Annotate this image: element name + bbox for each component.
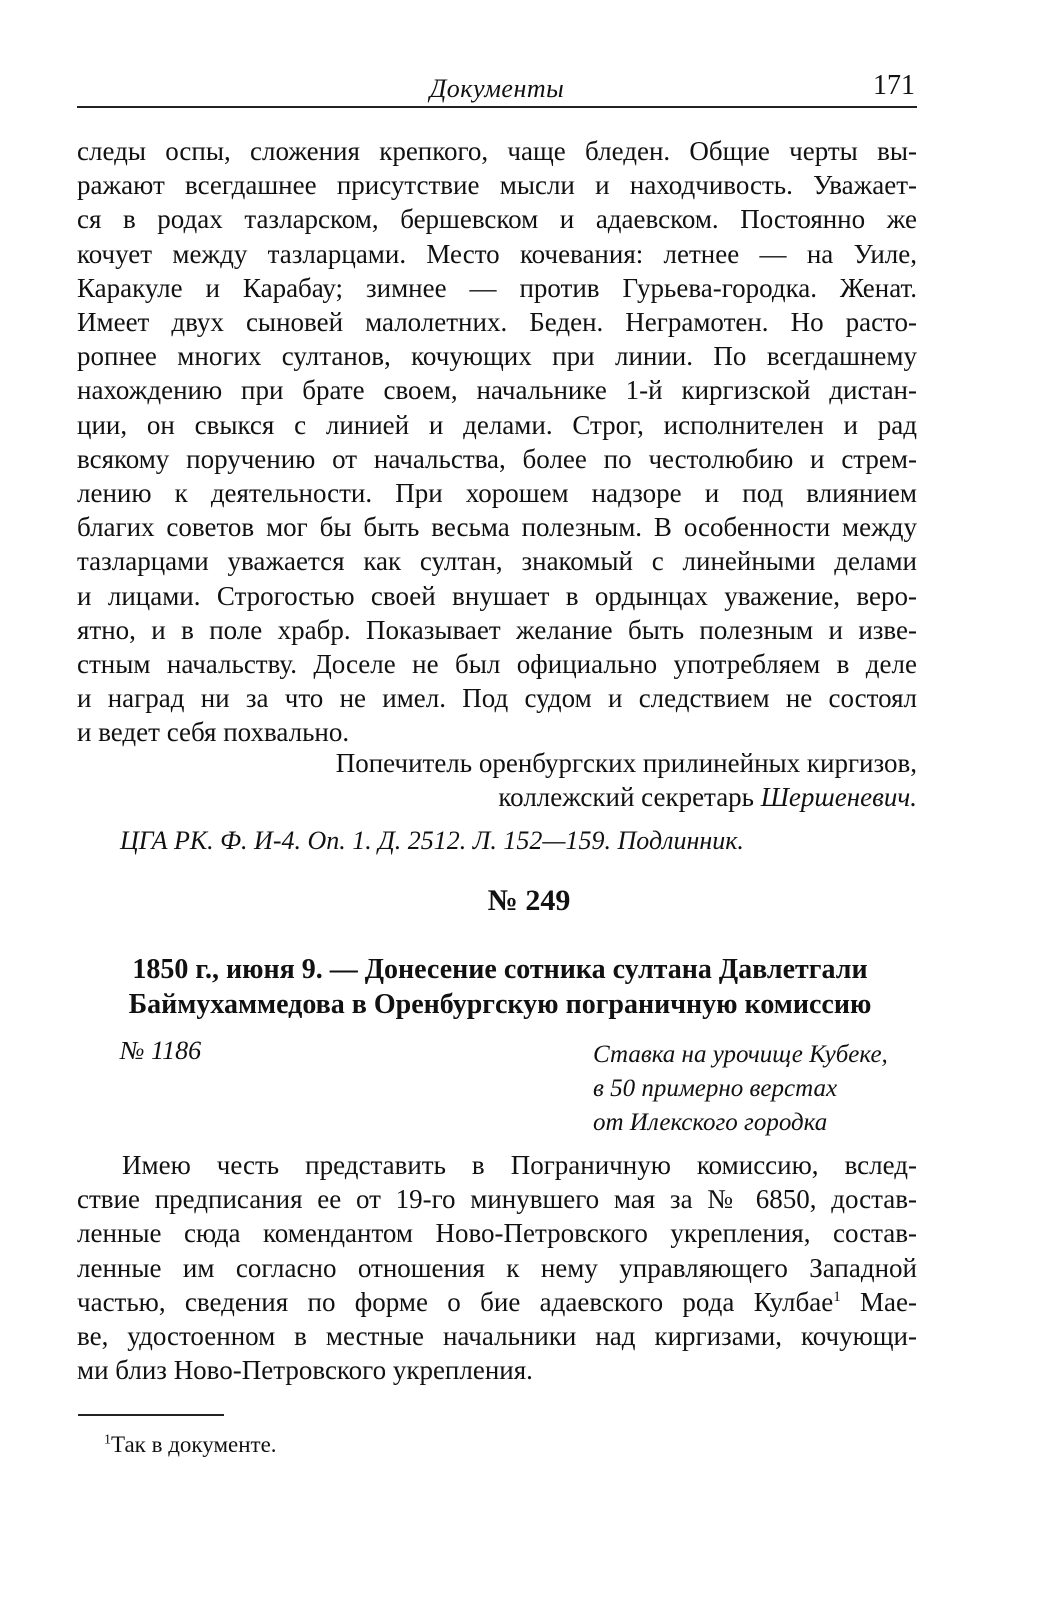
text-line: Каракуле и Карабау; зимнее — против Гурьева-городка. Женат.: [77, 272, 917, 303]
text-line: [77, 1285, 917, 1319]
place-of-issue: [593, 1038, 888, 1140]
text-line: Имеет двух сыновей малолетних. Беден. Неграмотен. Но расто-: [77, 307, 917, 338]
footnote-text: Так в документе.: [111, 1432, 277, 1457]
signature-line: [498, 782, 917, 813]
text-line: лению к деятельности. При хорошем надзоре и под влиянием: [77, 478, 917, 509]
signature-name: Шершеневич.: [760, 782, 917, 812]
text-line: ражают всегдашнее присутствие мысли и находчивость. Уважает-: [77, 170, 917, 201]
text-line: ции, он свыкся с линией и делами. Строг, исполнителен и рад: [77, 409, 917, 440]
text-line: всякому поручению от начальства, более по честолюбию и стрем-: [77, 443, 917, 474]
signature-rank: коллежский секретарь: [498, 782, 754, 812]
text-line: благих советов мог бы быть весьма полезным. В особенности между: [77, 512, 917, 543]
document-heading: [100, 952, 900, 1022]
heading-line: 1850 г., июня 9. — Донесение сотника султана Давлетгали: [132, 954, 868, 985]
footnote-marker[interactable]: 1: [833, 1288, 841, 1305]
text-line: следы оспы, сложения крепкого, чаще бледен. Общие черты вы-: [77, 136, 917, 166]
text-line: ми близ Ново-Петровского укрепления.: [77, 1355, 533, 1386]
document-body-text: [77, 1148, 917, 1388]
archive-reference: ЦГА РК. Ф. И-4. Оп. 1. Д. 2512. Л. 152—159. Подлинник.: [120, 826, 744, 855]
footnote-number: 1: [104, 1432, 111, 1448]
text-line: ся в родах тазларском, бершевском и адаевском. Постоянно же: [77, 204, 917, 235]
text-line: кочует между тазларцами. Место кочевания: летнее — на Уиле,: [77, 238, 917, 269]
page-number: 171: [873, 70, 915, 101]
text-line: и ведет себя похвально.: [77, 717, 350, 748]
text-line: ропнее многих султанов, кочующих при линии. По всегдашнему: [77, 341, 917, 372]
text-line: ве, удостоенном в местные начальники над киргизами, кочующи-: [77, 1321, 917, 1352]
running-header: [77, 70, 917, 108]
place-line: от Илекского городка: [593, 1109, 828, 1136]
section-title: Документы: [429, 74, 565, 103]
text-line: и наград ни за что не имел. Под судом и следствием не состоял: [77, 683, 917, 714]
previous-document-text: [77, 134, 917, 748]
place-line: Ставка на урочище Кубеке,: [593, 1041, 888, 1068]
text-line-content: Имею честь представить в Пограничную комиссию, вслед-: [122, 1150, 917, 1180]
text-line: ствие предписания ее от 19-го минувшего мая за № 6850, достав-: [77, 1184, 917, 1215]
text-line-content: частью, сведения по форме о бие адаевского рода Кулбае: [77, 1286, 834, 1317]
text-line: стным начальству. Доселе не был официально употребляем в деле: [77, 649, 917, 680]
text-line: ятно, и в поле храбр. Показывает желание быть полезным и изве-: [77, 614, 917, 645]
document-number: № 249: [487, 884, 571, 917]
place-line: в 50 примерно верстах: [593, 1075, 838, 1102]
text-line: тазларцами уважается как султан, знакомый с линейными делами: [77, 546, 917, 577]
text-line: нахождению при брате своем, начальнике 1-й киргизской дистан-: [77, 375, 917, 406]
text-line-tail: Мае-: [840, 1286, 917, 1317]
text-line: ленные им согласно отношения к нему управляющего Западной: [77, 1252, 917, 1283]
text-line: ленные сюда комендантом Ново-Петровского укрепления, состав-: [77, 1218, 917, 1249]
outgoing-number: № 1186: [120, 1036, 202, 1065]
text-line: [77, 1148, 917, 1182]
signature-position: Попечитель оренбургских прилинейных киргизов,: [335, 748, 917, 778]
footnote-separator: [78, 1414, 224, 1416]
footnote: [104, 1432, 277, 1458]
text-line: и лицами. Строгостью своей внушает в ордынцах уважение, веро-: [77, 580, 917, 611]
heading-line: Баймухаммедова в Оренбургскую пограничную комиссию: [128, 989, 872, 1020]
